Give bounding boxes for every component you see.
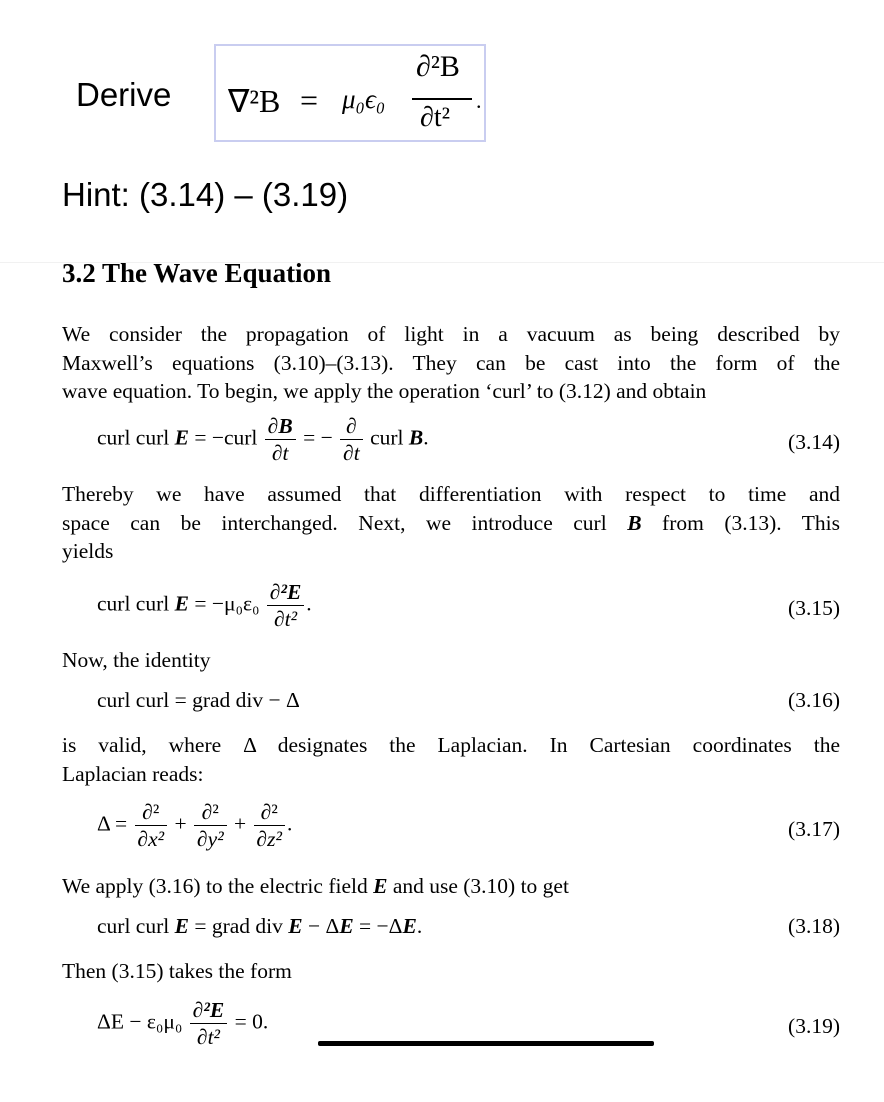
box-eq-period: .	[476, 88, 482, 113]
box-eq-equals: =	[300, 82, 319, 118]
eq-fraction	[254, 800, 285, 851]
paragraph-form	[62, 957, 840, 986]
box-eq-lhs: ∇²B	[228, 83, 281, 119]
paragraph-line	[62, 509, 840, 538]
paragraph-identity	[62, 646, 840, 675]
equation-number: (3.18)	[788, 914, 840, 938]
eq-text: curl	[370, 425, 404, 450]
paragraph-text: and use (3.10) to get	[392, 874, 569, 898]
paragraph-text: We apply (3.16) to the electric field	[62, 874, 368, 898]
eq-text: = 0.	[234, 1009, 269, 1034]
eq-var: B	[408, 425, 424, 450]
fraction-numerator: ∂²	[135, 800, 168, 826]
equation-number: (3.14)	[788, 430, 840, 454]
paragraph-line: Maxwell’s equations (3.10)–(3.13). They can be cast into the form of the	[62, 350, 840, 375]
fraction-denominator: ∂t	[343, 441, 360, 465]
fraction-numerator: ∂²E	[190, 998, 227, 1024]
paragraph-line: We consider the propagation of light in a vacuum as being described by	[62, 322, 840, 346]
eq-text: = −Δ	[359, 914, 403, 938]
eq-text: .	[416, 914, 423, 938]
fraction-denominator: ∂z²	[256, 827, 282, 851]
equation-3-15	[97, 580, 312, 631]
paragraph-line: yields	[62, 539, 114, 563]
equation-number: (3.17)	[788, 817, 840, 841]
fraction-numerator: ∂	[340, 414, 363, 440]
fraction-denominator: ∂t	[271, 441, 289, 465]
eq-text: curl curl	[97, 914, 170, 938]
eq-text: curl curl	[97, 425, 170, 450]
eq-text: ΔE − ε₀μ₀	[97, 1009, 183, 1034]
hint-text: Hint: (3.14) – (3.19)	[62, 176, 349, 213]
eq-var: E	[174, 591, 189, 616]
paragraph-line: Now, the identity	[62, 648, 211, 672]
eq-var: E	[174, 425, 189, 450]
equation-3-16	[97, 688, 300, 713]
eq-text: = −curl	[194, 425, 258, 450]
equation-number: (3.15)	[788, 596, 840, 620]
eq-var: E	[339, 914, 354, 938]
paragraph-line: is valid, where Δ designates the Laplacian. In Cartesian coordinates the	[62, 733, 840, 757]
eq-text: Δ =	[97, 811, 128, 836]
fraction-denominator: ∂y²	[197, 827, 224, 851]
box-eq-numerator: ∂²B	[416, 50, 460, 83]
inline-var: B	[627, 510, 642, 535]
eq-fraction	[340, 414, 363, 465]
eq-text: = −μ₀ε₀	[194, 591, 260, 616]
fraction-numerator: ∂²	[254, 800, 285, 826]
section-title: 3.2 The Wave Equation	[62, 258, 332, 288]
paragraph-line: Thereby we have assumed that differentiation with respect to time and	[62, 482, 840, 506]
eq-text: .	[306, 591, 312, 616]
eq-text: +	[234, 811, 247, 836]
eq-var: E	[402, 914, 417, 938]
equation-number: (3.16)	[788, 688, 840, 712]
eq-text: curl curl	[97, 591, 170, 616]
derive-label: Derive	[76, 76, 172, 113]
eq-text: .	[423, 425, 429, 450]
paragraph-text: space can be interchanged. Next, we introduce curl	[62, 510, 607, 535]
equation-3-14	[97, 414, 429, 465]
paragraph-line	[62, 872, 840, 901]
paragraph-text: from (3.13). This	[662, 510, 841, 535]
eq-text: = −	[303, 425, 333, 450]
fraction-denominator: ∂t²	[196, 1025, 220, 1049]
eq-fraction	[190, 998, 227, 1049]
eq-text: = grad div	[194, 914, 283, 938]
paragraph-apply	[62, 872, 840, 901]
fraction-denominator: ∂x²	[137, 827, 165, 851]
eq-text: .	[286, 811, 293, 836]
fraction-denominator: ∂t²	[274, 607, 298, 631]
eq-fraction	[194, 800, 227, 851]
paragraph-line: Then (3.15) takes the form	[62, 959, 292, 983]
eq-var: E	[174, 914, 189, 938]
inline-var: E	[373, 874, 388, 898]
box-eq-fraction-bar	[412, 98, 472, 100]
equation-3-19	[97, 998, 268, 1049]
box-eq-denominator: ∂t²	[420, 102, 451, 133]
fraction-numerator: ∂²E	[267, 580, 304, 606]
equation-number: (3.19)	[788, 1014, 840, 1038]
eq-fraction	[135, 800, 168, 851]
paragraph-intro	[62, 320, 840, 406]
handwritten-underline	[318, 1041, 654, 1046]
equation-3-17	[97, 800, 292, 851]
eq-fraction	[267, 580, 304, 631]
fraction-numerator: ∂²	[194, 800, 227, 826]
paragraph-laplacian	[62, 731, 840, 788]
paragraph-line: wave equation. To begin, we apply the operation ‘curl’ to (3.12) and obtain	[62, 379, 707, 403]
box-eq-coef: μ₀ϵ₀	[342, 84, 386, 114]
eq-var: E	[288, 914, 303, 938]
eq-text: − Δ	[307, 914, 340, 938]
target-equation-box	[214, 44, 486, 142]
equation-3-18	[97, 914, 422, 939]
fraction-numerator: ∂B	[265, 414, 296, 440]
paragraph-assumption	[62, 480, 840, 566]
paragraph-line: Laplacian reads:	[62, 761, 204, 786]
eq-text: curl curl = grad div − Δ	[97, 688, 300, 712]
eq-fraction	[265, 414, 296, 465]
eq-text: +	[174, 811, 187, 836]
